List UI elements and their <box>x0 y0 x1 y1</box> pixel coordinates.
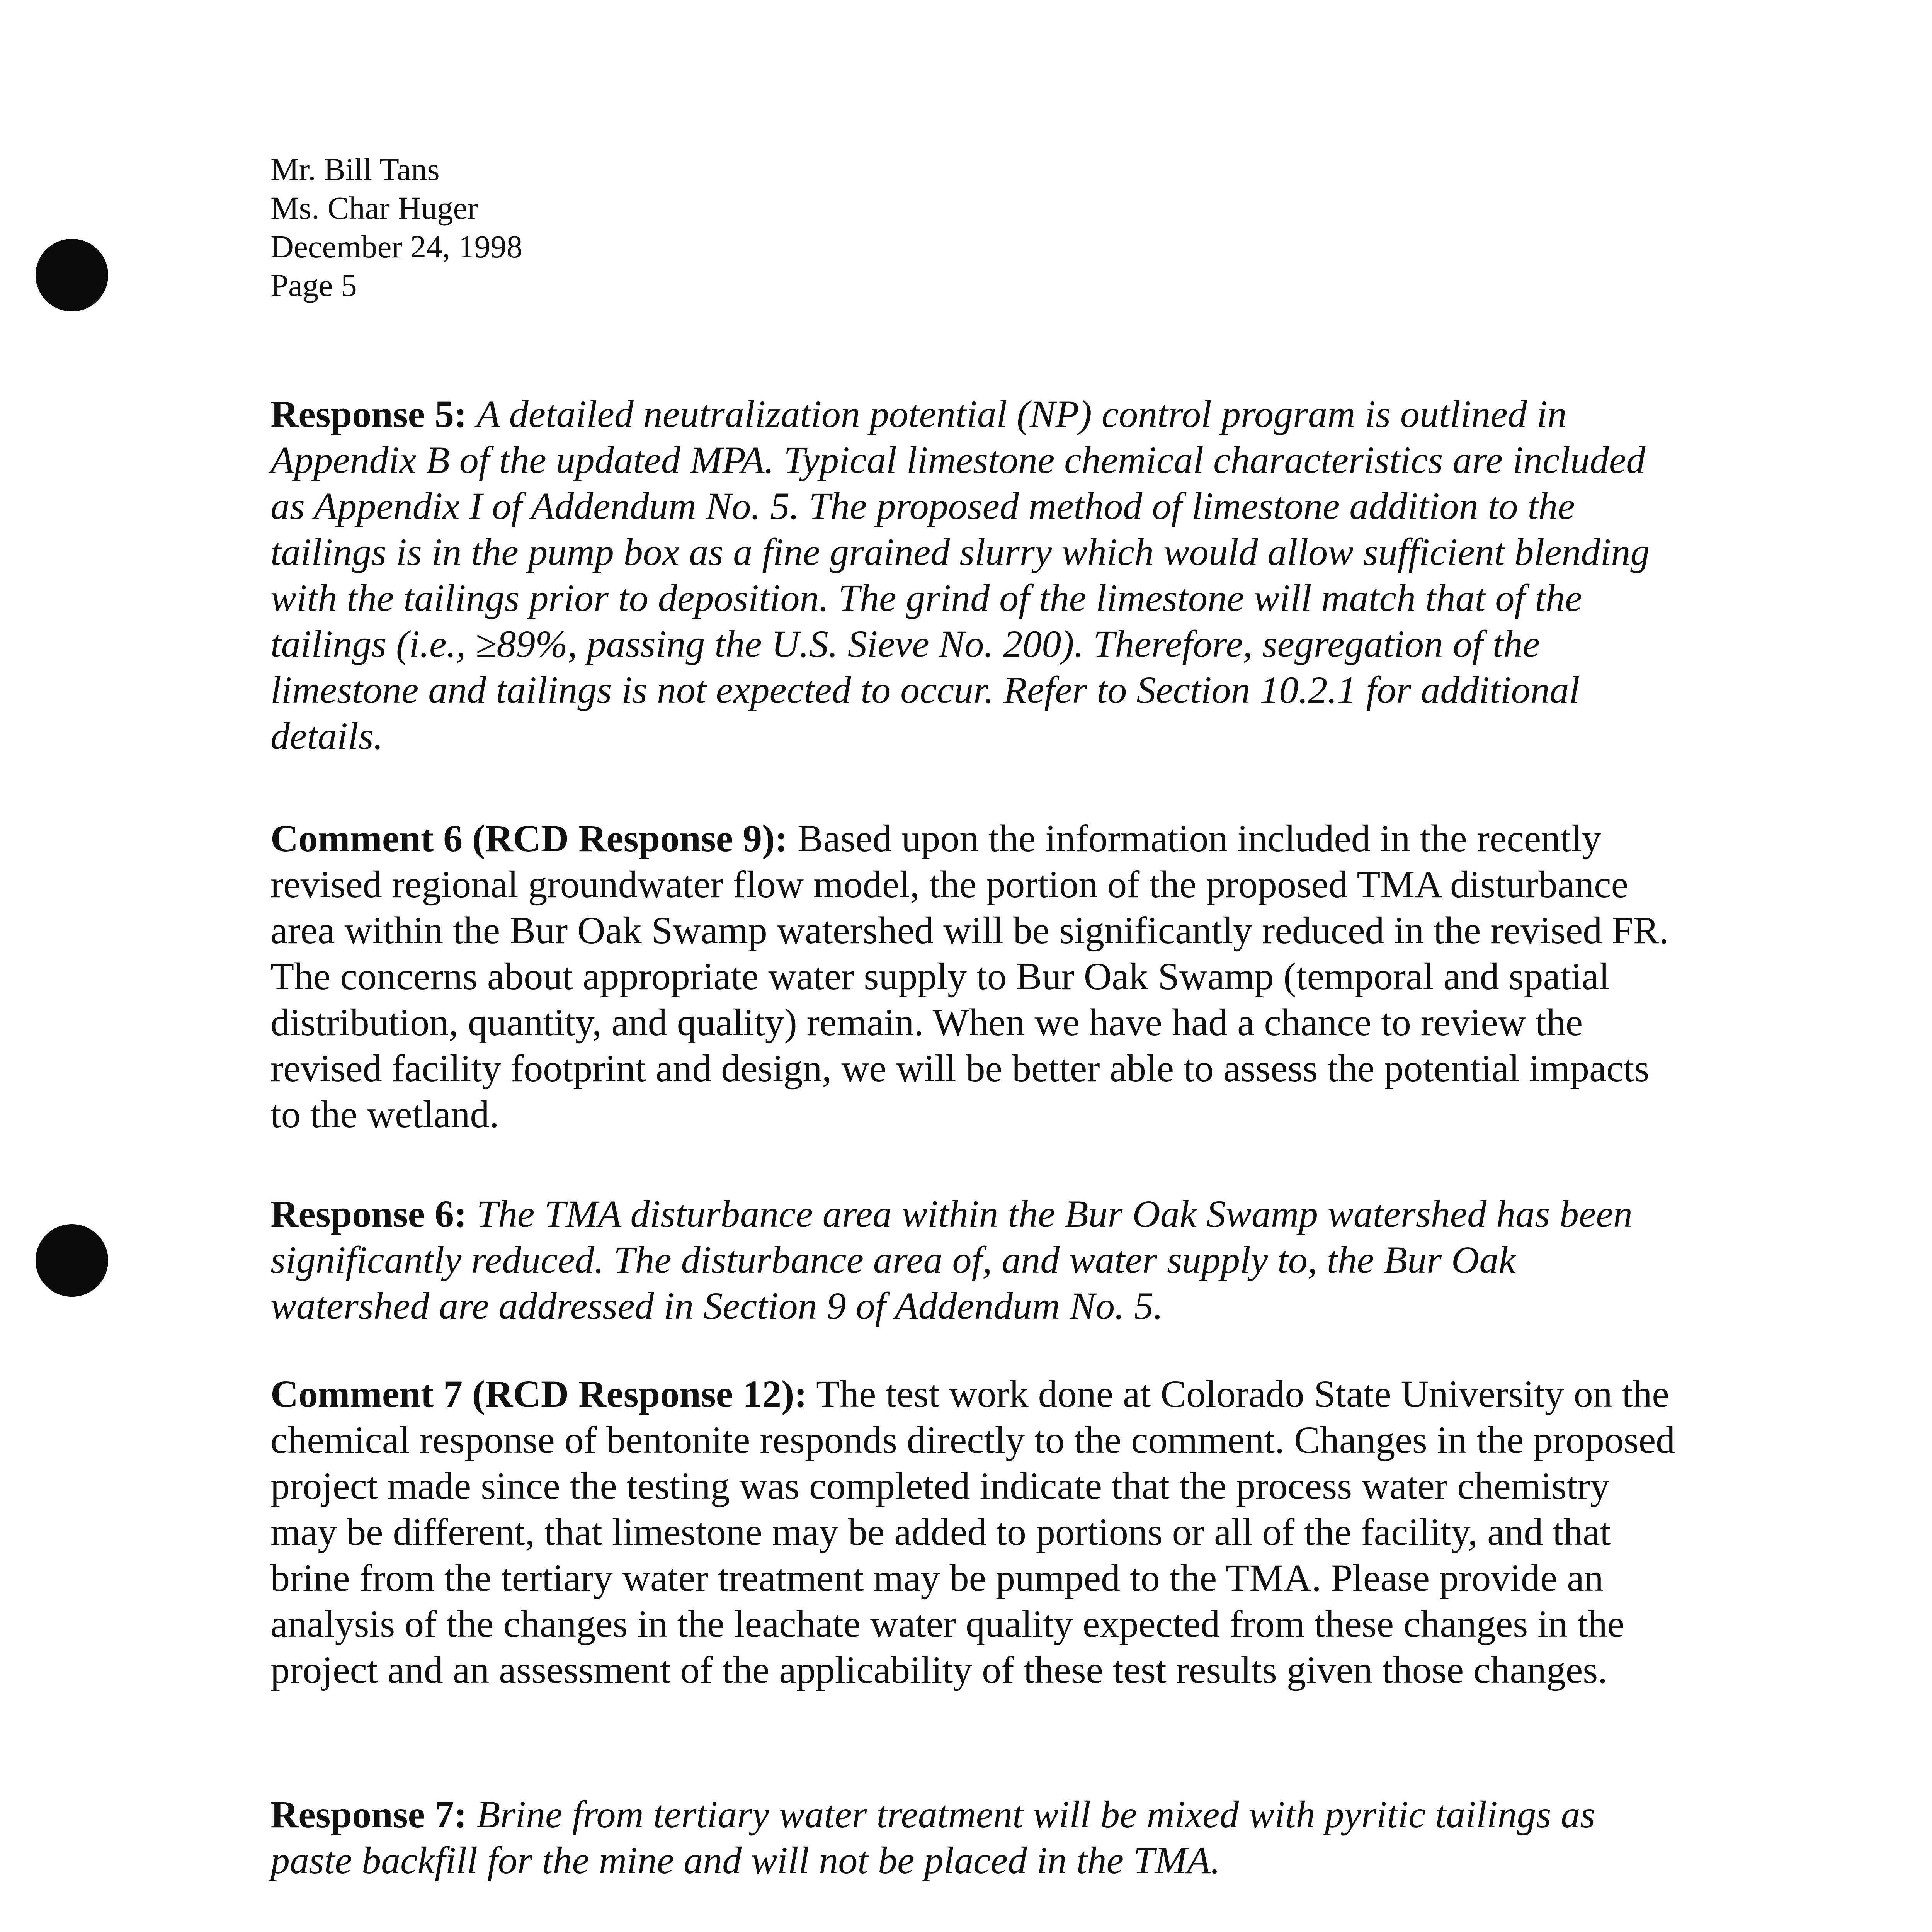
comment-text: Based upon the information included in the recently revised regional groundwater flow model, the portion of the proposed TMA disturbance area within the Bur Oak Swamp watershed will be significantly reduced in the revised FR. The concerns about appropriate water supply to Bur Oak Swamp (temporal and spatial distribution, quantity, and quality) remain. When we have had a chance to review the revised facility footprint and design, we will be better able to assess the potential impacts to the wetland. <box>270 817 1669 1136</box>
response-text: Brine from tertiary water treatment will be mixed with pyritic tailings as paste backfill for the mine and will not be placed in the TMA. <box>270 1793 1595 1882</box>
comment-label: Comment 6 (RCD Response 9): <box>270 817 788 860</box>
letter-header <box>270 150 522 304</box>
response-text: A detailed neutralization potential (NP) control program is outlined in Appendix B of the updated MPA. Typical limestone chemical characteristics are included as Appendix I of Addendum No. 5. The proposed method of limestone addition to the tailings is in the pump box as a fine grained slurry which would allow sufficient blending with the tailings prior to deposition. The grind of the limestone will match that of the tailings (i.e., ≥89%, passing the U.S. Sieve No. 200). Therefore, segregation of the limestone and tailings is not expected to occur. Refer to Section 10.2.1 for additional details. <box>270 393 1650 757</box>
recipient-name: Ms. Char Huger <box>270 190 478 226</box>
response-label: Response 5: <box>270 393 467 435</box>
response-7-paragraph <box>270 1791 1677 1883</box>
response-text: The TMA disturbance area within the Bur Oak Swamp watershed has been significantly reduced. The disturbance area of, and water supply to, the Bur Oak watershed are addressed in Section 9 of Addendum No. 5. <box>270 1192 1633 1327</box>
page-number: Page 5 <box>270 267 357 303</box>
comment-6-paragraph <box>270 815 1677 1137</box>
response-label: Response 7: <box>270 1793 467 1836</box>
comment-label: Comment 7 (RCD Response 12): <box>270 1372 807 1415</box>
response-6-paragraph <box>270 1191 1677 1329</box>
comment-text: The test work done at Colorado State University on the chemical response of bentonite responds directly to the comment. Changes in the proposed project made since the testing was completed indicate that the process water chemistry may be different, that limestone may be added to portions or all of the facility, and that brine from the tertiary water treatment may be pumped to the TMA. Please provide an analysis of the changes in the leachate water quality expected from these changes in the project and an assessment of the applicability of these test results given those changes. <box>270 1372 1675 1691</box>
response-label: Response 6: <box>270 1192 467 1235</box>
letter-date: December 24, 1998 <box>270 229 523 264</box>
punch-hole <box>36 1224 108 1297</box>
punch-hole <box>36 239 108 311</box>
response-5-paragraph <box>270 391 1677 759</box>
recipient-name: Mr. Bill Tans <box>270 151 440 187</box>
comment-7-paragraph <box>270 1371 1677 1693</box>
